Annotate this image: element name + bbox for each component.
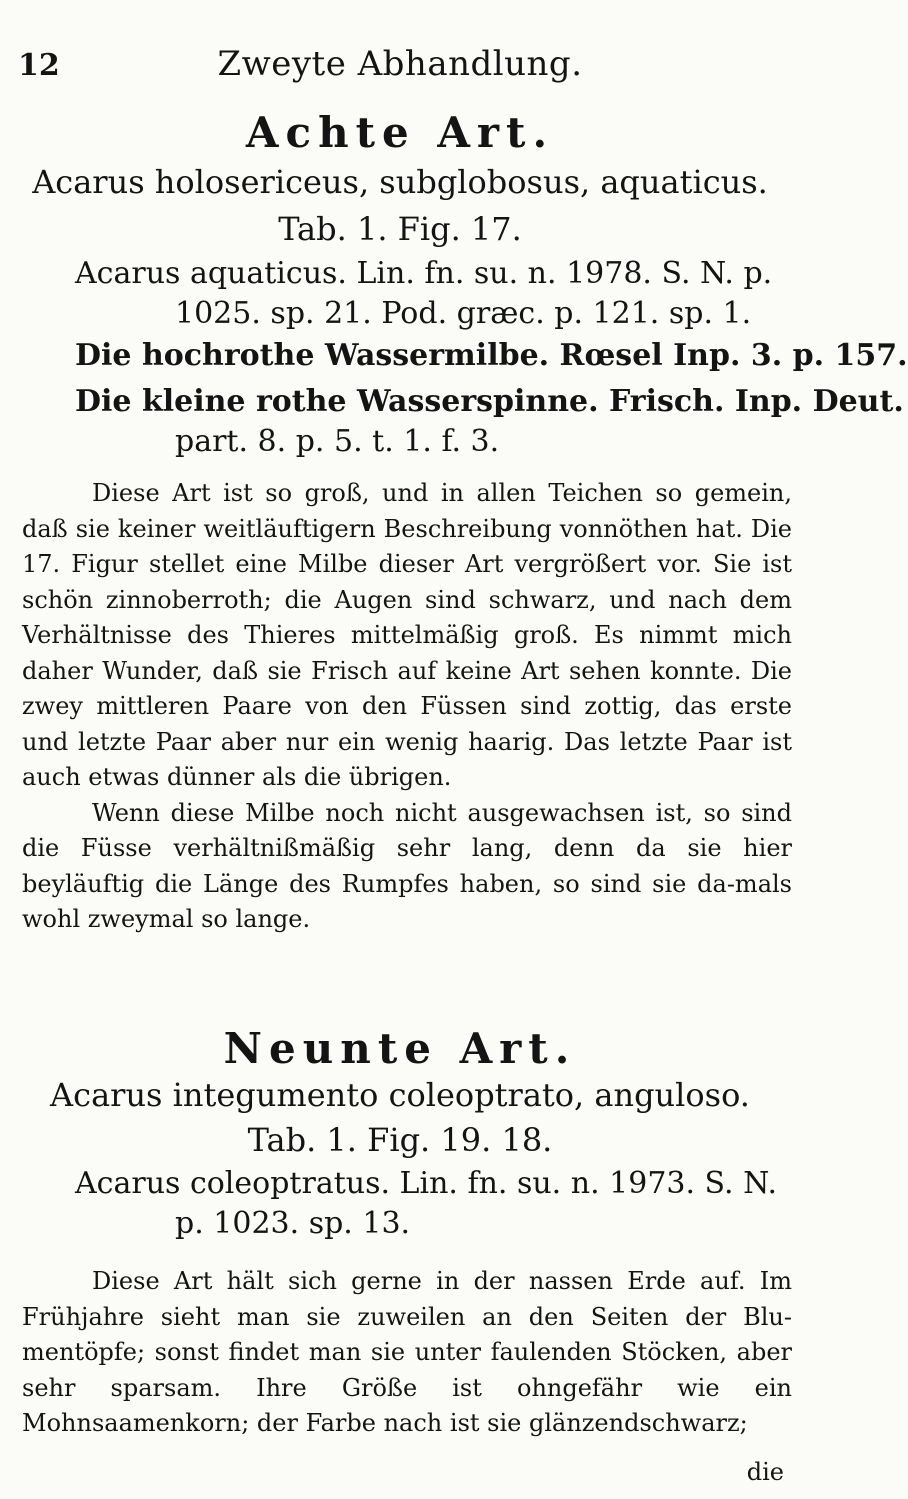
latin-name-species-8: Acarus holosericeus, subglobosus, aquaticus.: [32, 163, 768, 201]
section-title-species-8: Achte Art.: [245, 108, 555, 157]
synonym-reference-continued: 1025. sp. 21. Pod. græc. p. 121. sp. 1.: [175, 296, 752, 331]
section-title-species-9: Neunte Art.: [223, 1024, 577, 1073]
latin-name-species-9: Acarus integumento coleoptrato, anguloso.: [50, 1076, 750, 1114]
paragraph: Wenn diese Milbe noch nicht ausgewachsen ist, so sind die Füsse verhältnißmäßig sehr lang, denn da sie hier beyläuftig die Länge des Rumpfes haben, so sind sie da-mals wohl zweymal so lange.: [22, 798, 792, 933]
synonym-reference: Acarus coleoptratus. Lin. fn. su. n. 1973. S. N.: [75, 1166, 777, 1201]
synonym-reference: Acarus aquaticus. Lin. fn. su. n. 1978. S. N. p.: [75, 256, 773, 291]
paragraph: Diese Art hält sich gerne in der nassen Erde auf. Im Frühjahre sieht man sie zuweilen an den Seiten der Blu-mentöpfe; sonst findet man sie unter faulenden Stöcken, aber sehr sparsam. Ihre Größe ist ohngefähr wie ein Mohnsaamenkorn; der Farbe nach ist sie glänzendschwarz;: [22, 1267, 792, 1437]
synonym-reference-continued: part. 8. p. 5. t. 1. f. 3.: [175, 424, 500, 459]
synonym-reference: Die kleine rothe Wasserspinne. Frisch. Inp. Deut.: [75, 384, 904, 419]
body-text-species-9: [22, 1264, 792, 1442]
body-text-species-8: [22, 476, 792, 938]
plate-reference-species-8: Tab. 1. Fig. 17.: [278, 210, 522, 248]
synonym-reference-continued: p. 1023. sp. 13.: [175, 1206, 411, 1241]
synonym-reference: Die hochrothe Wassermilbe. Rœsel Inp. 3. p. 157.: [75, 338, 908, 373]
paragraph: Diese Art ist so groß, und in allen Teichen so gemein, daß sie keiner weitläuftigern Beschreibung vonnöthen hat. Die 17. Figur stellet eine Milbe dieser Art vergrößert vor. Sie ist schön zinnoberroth; die Augen sind schwarz, und nach dem Verhältnisse des Thieres mittelmäßig groß. Es nimmt mich daher Wunder, daß sie Frisch auf keine Art sehen konnte. Die zwey mittleren Paare von den Füssen sind zottig, das erste und letzte Paar aber nur ein wenig haarig. Das letzte Paar ist auch etwas dünner als die übrigen.: [22, 479, 792, 791]
catchword: die: [746, 1458, 784, 1486]
page-header: [0, 40, 800, 90]
page-number: 12: [18, 48, 60, 83]
plate-reference-species-9: Tab. 1. Fig. 19. 18.: [247, 1121, 553, 1159]
running-title: Zweyte Abhandlung.: [217, 44, 583, 84]
